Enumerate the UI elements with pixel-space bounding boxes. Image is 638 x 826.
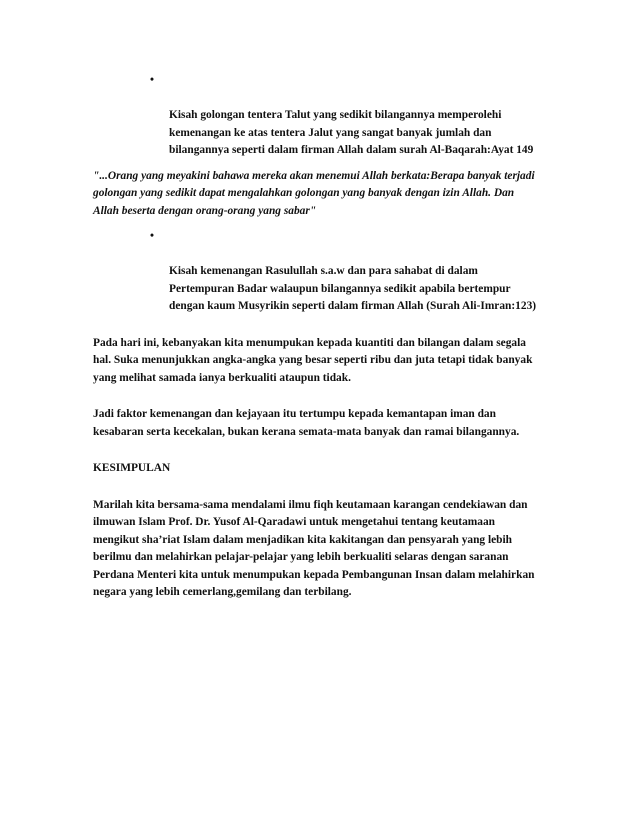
spacer [93, 441, 553, 460]
quranic-quote: "...Orang yang meyakini bahawa mereka akan menemui Allah berkata:Berapa banyak terjadi golongan yang sedikit dapat mengalahkan golongan yang banyak dengan izin Allah. Dan Allah beserta dengan orang-orang yang sabar" [93, 169, 535, 217]
spacer [93, 160, 553, 168]
bullet-text-badar: Kisah kemenangan Rasulullah s.a.w dan para sahabat di dalam Pertempuran Badar walaupun bilangannya sedikit apabila bertempur dengan kaum Musyrikin seperti dalam firman Allah (Surah Ali-Imran:123) [169, 265, 537, 312]
section-heading-conclusion: KESIMPULAN [93, 462, 171, 474]
spacer [93, 220, 553, 228]
paragraph-conclusion: Marilah kita bersama-sama mendalami ilmu fiqh keutamaan karangan cendekiawan dan ilmuwan Islam Prof. Dr. Yusof Al-Qaradawi untuk mengetahui tentang keutamaan mengikut sha’riat Islam dalam menjadikan kita kakitangan dan pensyarah yang lebih berilmu dan melahirkan pelajar-pelajar yang lebih berkualiti selaras dengan saranan Perdana Menteri kita untuk menumpukan kepada Pembangunan Insan dalam melahirkan negara yang lebih cemerlang,gemilang dan terbilang. [93, 498, 535, 598]
bullet-marker: • [150, 230, 154, 242]
spacer [93, 387, 553, 406]
bullet-marker: • [150, 74, 154, 86]
spacer [93, 478, 553, 497]
spacer [93, 316, 553, 335]
paragraph-quantity: Pada hari ini, kebanyakan kita menumpukan kepada kuantiti dan bilangan dalam segala hal. Suka menunjukkan angka-angka yang besar seperti ribu dan juta tetapi tidak banyak yang melihat samada ianya berkualiti ataupun tidak. [93, 336, 533, 384]
bullet-item-talut [150, 72, 553, 160]
document-body [93, 72, 553, 602]
paragraph-victory-factor: Jadi faktor kemenangan dan kejayaan itu tertumpu kepada kemantapan iman dan kesabaran serta kecekalan, bukan kerana semata-mata banyak dan ramai bilangannya. [93, 408, 520, 438]
bullet-text-talut: Kisah golongan tentera Talut yang sedikit bilangannya memperolehi kemenangan ke atas tentera Jalut yang sangat banyak jumlah dan bilangannya seperti dalam firman Allah dalam surah Al-Baqarah:Ayat 149 [169, 109, 534, 156]
bullet-item-badar [150, 228, 553, 316]
